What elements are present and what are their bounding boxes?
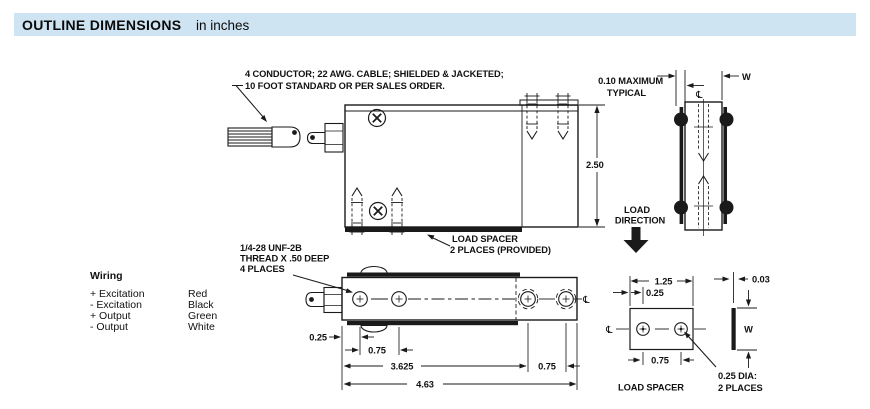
dim-spacer-hole-offset xyxy=(613,288,664,298)
side-view-extension-lines xyxy=(342,323,577,390)
dim-spacer-width xyxy=(631,277,693,287)
top-view xyxy=(228,93,605,235)
dim-width-label: W xyxy=(742,72,751,82)
dim-hole-span-value: 3.625 xyxy=(390,361,414,372)
cable-hex-nut xyxy=(325,124,343,153)
dim-end-pitch-value: 0.75 xyxy=(538,361,556,372)
dim-end-pitch xyxy=(538,362,580,372)
screw-top xyxy=(369,110,386,127)
section-header xyxy=(14,13,856,36)
thread-note-line3: 4 PLACES xyxy=(240,264,285,274)
spacer-bar-right xyxy=(723,107,727,224)
spacer-dome-bottom xyxy=(361,326,387,333)
cable-note xyxy=(232,69,504,122)
page-title: OUTLINE DIMENSIONS xyxy=(22,17,182,33)
dim-spacer-hole-pitch-value: 0.75 xyxy=(651,355,669,366)
spacer-note xyxy=(427,234,551,255)
page-subtitle: in inches xyxy=(196,18,250,33)
load-spacer-detail xyxy=(605,276,763,393)
wiring-signal: - Excitation xyxy=(90,299,142,311)
side-view xyxy=(306,267,590,391)
spacer-strip-bottom xyxy=(347,321,518,325)
dim-spacer-hole-pitch xyxy=(628,356,694,366)
load-direction-line2: DIRECTION xyxy=(614,215,666,226)
dim-spacer-thickness-value: 0.03 xyxy=(752,274,770,285)
dim-edge-offset-value: 0.25 xyxy=(309,332,327,343)
wiring-color: White xyxy=(188,321,215,333)
cable-assembly xyxy=(228,124,343,153)
cable-note-line2: 10 FOOT STANDARD OR PER SALES ORDER. xyxy=(245,81,445,91)
dim-overall-length-value: 4.63 xyxy=(416,379,434,390)
wiring-color: Red xyxy=(188,288,208,300)
dim-spacer-thickness xyxy=(714,275,770,285)
spacer-edge-bar xyxy=(732,308,736,350)
load-direction xyxy=(615,205,666,253)
wiring-title: Wiring xyxy=(90,270,123,282)
centerline-symbol-end-view: ℄ xyxy=(696,90,703,101)
spacer-strip-top xyxy=(347,273,520,277)
spacer-note-line1: LOAD SPACER xyxy=(452,234,518,244)
thread-note xyxy=(240,243,353,293)
spacer-note-line2: 2 PLACES (PROVIDED) xyxy=(450,245,551,255)
load-spacer-detail-label: LOAD SPACER xyxy=(618,382,684,393)
cable-jacket-dot xyxy=(292,130,297,135)
wiring-signal: + Excitation xyxy=(90,288,145,300)
side-view-hex-nut xyxy=(324,288,342,313)
offset-note-line2: TYPICAL xyxy=(606,88,646,98)
dim-spacer-hole-offset-value: 0.25 xyxy=(646,288,664,298)
dim-hole-pitch-value: 0.75 xyxy=(368,345,386,356)
wiring-color: Black xyxy=(188,299,214,311)
dim-overall-length xyxy=(344,380,577,390)
spacer-bar-left xyxy=(680,107,684,224)
spacer-edge-view xyxy=(714,272,770,368)
wiring-color: Green xyxy=(188,310,218,322)
dim-hole-span xyxy=(344,362,527,372)
offset-note xyxy=(598,70,704,106)
thread-note-line1: 1/4-28 UNF-2B xyxy=(240,243,302,253)
wiring-signal: - Output xyxy=(90,321,128,333)
dim-hole-pitch xyxy=(345,346,413,356)
spacer-hole-callout-line2: 2 PLACES xyxy=(718,383,763,393)
dim-spacer-width-value: 1.25 xyxy=(654,276,673,287)
wiring-table xyxy=(90,270,217,333)
dim-spacer-height xyxy=(737,290,757,368)
centerline-symbol-side-view: ℄ xyxy=(583,295,590,306)
offset-note-line1: 0.10 MAXIMUM xyxy=(598,76,663,86)
spacer-dome-top xyxy=(361,267,387,274)
spacer-hole-callout-line1: 0.25 DIA: xyxy=(718,371,757,381)
load-direction-line1: LOAD xyxy=(624,205,650,215)
spacer-hole-callout xyxy=(684,332,763,394)
wiring-signal: + Output xyxy=(90,310,131,322)
load-direction-arrow xyxy=(624,240,649,253)
end-view xyxy=(674,71,751,236)
dim-body-height-value: 2.50 xyxy=(586,160,604,170)
centerline-symbol-spacer: ℄ xyxy=(606,325,613,336)
dim-body-height xyxy=(579,105,605,227)
cable-note-line1: 4 CONDUCTOR; 22 AWG. CABLE; SHIELDED & JACKETED; xyxy=(245,69,504,79)
dim-spacer-height-value: W xyxy=(744,324,753,335)
screw-bottom xyxy=(370,203,387,220)
dim-width-w xyxy=(722,71,751,100)
load-spacer-strip-top-view xyxy=(345,228,522,233)
thread-note-line2: THREAD X .50 DEEP xyxy=(240,253,330,264)
